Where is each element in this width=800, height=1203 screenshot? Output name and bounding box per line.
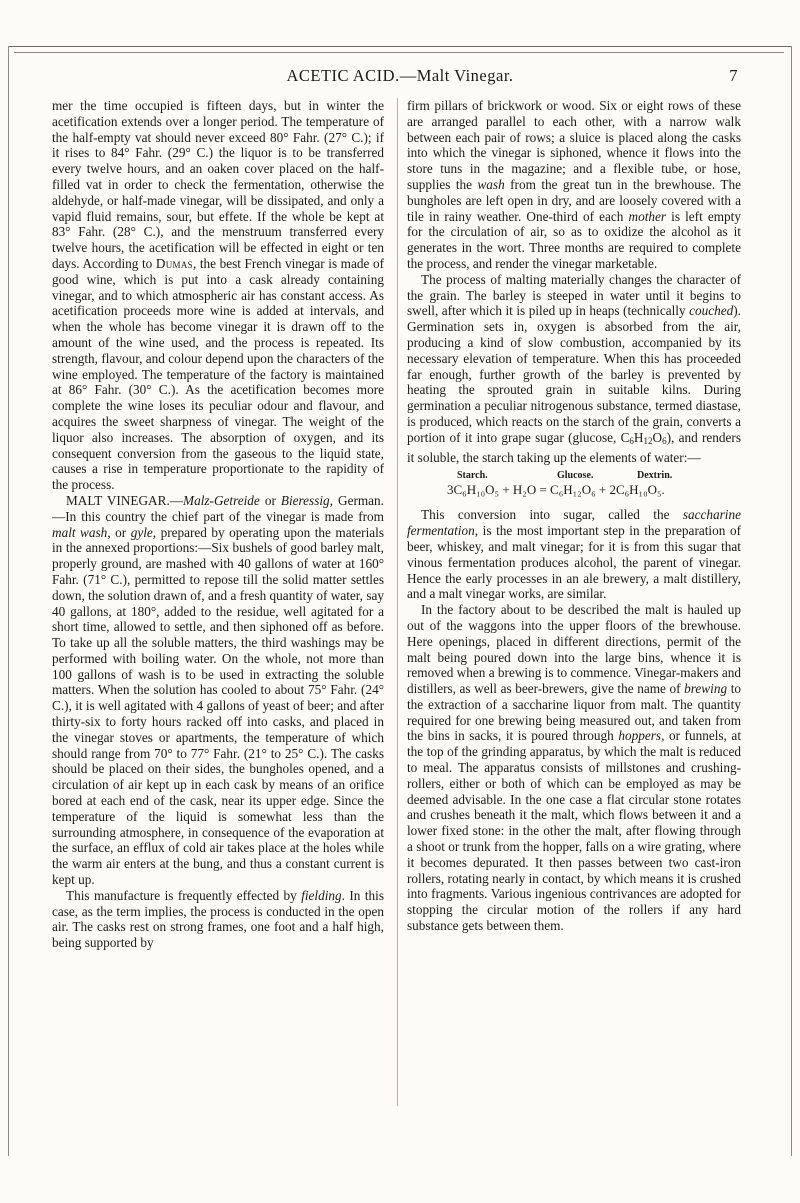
- column-divider: [397, 98, 398, 1106]
- page-border-left: [8, 46, 9, 1156]
- section-heading: MALT VINEGAR.: [66, 492, 170, 508]
- right-column: [407, 98, 741, 934]
- equation-label-glucose: Glucose.: [557, 470, 594, 482]
- running-title: ACETIC ACID.—Malt Vinegar.: [286, 66, 514, 85]
- paragraph: This conversion into sugar, called the saccharine fermentation, is the most important step in the preparation of beer, whiskey, and malt vinegar; for it is from this sugar that vinous fermentation produces alcohol, the parent of vinegar. Hence the early processes in an ale brewery, a malt distillery, and a malt vinegar works, are similar.: [407, 507, 741, 602]
- paragraph: In the factory about to be described the malt is hauled up out of the waggons into the upper floors of the brewhouse. Here openings, placed in different directions, permit of the malt being poured down into the large bins, whence it is removed when a brewing is to commence. Vinegar-makers and distillers, as well as beer-brewers, give the name of brewing to the extraction of a saccharine liquor from malt. The quantity required for one brewing being measured out, and taken from the bins in sacks, it is poured through hoppers, or funnels, at the top of the grinding apparatus, by which the malt is reduced to meal. The apparatus consists of millstones and crushing-rollers, either or both of which can be employed as may be deemed advisable. In the one case a flat circular stone rotates and crushes beneath it the malt, which flows between it and a lower fixed stone: in the other the malt, after flowing through a shoot or trunk from the hopper, falls on a wire grating, where it becomes depurated. It then passes between two cast-iron rollers, rotating nearly in contact, by which means it is crushed into fragments. Various ingenious contrivances are adopted for stopping the circular motion of the rollers if any hard substance gets between them.: [407, 602, 741, 934]
- equation-formula: 3C₆H₁₀O₅ + H₂O = C₆H₁₂O₆ + 2C₆H₁₀O₅.: [447, 482, 665, 498]
- author-name: Dumas: [155, 255, 193, 271]
- page-border-inner: [14, 52, 784, 53]
- chemical-equation: [407, 469, 741, 501]
- equation-label-starch: Starch.: [457, 470, 488, 482]
- paragraph: mer the time occupied is fifteen days, but in winter the acetification extends over a longer period. The temperature of the half-empty vat should never exceed 80° Fahr. (27° C.); if it rises to 84° Fahr. (29° C.) the liquor is to be transferred every twelve hours, and an oaken cover placed on the half-filled vat in order to check the fermentation, otherwise the aldehyde, or half-made vinegar, will be dissipated, and only a vapid fluid remains, sour, but effete. If the whole be kept at 83° Fahr. (28° C.), and the menstruum transferred every twelve hours, the acetification will be effected in eight or ten days. According to Dumas, the best French vinegar is made of good wine, which is put into a cask already containing vinegar, and to which atmospheric air has constant access. As acetification proceeds more wine is added at intervals, and when the whole has become vinegar it is drawn off to the amount of the wine used, and the process is repeated. Its strength, flavour, and colour depend upon the characters of the wine employed. The temperature of the factory is maintained at 86° Fahr. (30° C.). As the acetification becomes more complete the wine loses its peculiar odour and flavour, and acquires the sweet sharpness of vinegar. The weight of the liquor also increases. The absorption of oxygen, and its consequent conversion from the gaseous to the liquid state, causes a rise in temperature proportionate to the rapidity of the process.: [52, 98, 385, 493]
- equation-label-dextrin: Dextrin.: [637, 470, 673, 482]
- paragraph: MALT VINEGAR.—Malz-Getreide or Bieressig, German.—In this country the chief part of the vinegar is made from malt wash, or gyle, prepared by operating upon the materials in the annexed proportions:—Six bushels of good barley malt, properly ground, are mashed with 40 gallons of water at 160° Fahr. (71° C.), permitted to repose till the solid matter settles down, the solution drawn of, and a fresh quantity of water, say 40 gallons, at 180°, added to the residue, well agitated for a short time, allowed to settle, and then siphoned off as before. To take up all the soluble matters, the third washings may be performed with boiling water. On the whole, not more than 100 gallons of wash is to be used in extracting the soluble matters. When the solution has cooled to about 75° Fahr. (24° C.), it is well agitated with 4 gallons of yeast of beer; and after thirty-six to forty hours racked off into casks, and placed in the vinegar stoves or apartments, the temperature of which should range from 70° to 77° Fahr. (21° to 25° C.). The casks should be placed on their sides, the bungholes opened, and a circulation of air kept up in each cask by means of an orifice bored at each end of the cask, near its upper edge. Since the temperature of the liquid is somewhat less than the surrounding atmosphere, in consequence of the evaporation at the surface, an efflux of cold air takes place at the holes while the warm air enters at the bung, and thus a constant current is kept up.: [52, 492, 384, 888]
- page-border-top: [8, 46, 792, 47]
- paragraph: The process of malting materially changes the character of the grain. The barley is steeped in water until it begins to swell, after which it is piled up in heaps (technically couched). Germination sets in, oxygen is absorbed from the air, producing a kind of slow combustion, accompanied by its necessary elevation of temperature. When this has proceeded far enough, further growth of the barley is prevented by heating the sprouted grain in suitable kilns. During germination a peculiar nitrogenous substance, termed diastase, is produced, which reacts on the starch of the grain, converts a portion of it into grape sugar (glucose, $C_6H_{12}O_6$), and renders it soluble, the starch taking up the elements of water:—: [407, 271, 741, 465]
- left-column: [52, 98, 384, 951]
- running-header: [0, 66, 800, 90]
- paragraph: firm pillars of brickwork or wood. Six or eight rows of these are arranged parallel to each other, with a narrow walk between each pair of rows; a sluice is placed along the casks into which the vinegar is siphoned, whence it flows into the store tuns in the magazine; and a flexible tube, or hose, supplies the wash from the great tun in the brewhouse. The bungholes are left open in dry, and are loosely covered with a tile in rainy weather. One-third of each mother is left empty for the circulation of air, so as to oxidize the alcohol as it generates in the wort. Three months are required to complete the process, and render the vinegar marketable.: [407, 98, 742, 271]
- page-number: 7: [729, 66, 738, 85]
- page-border-right: [791, 46, 792, 1156]
- paragraph: This manufacture is frequently effected by fielding. In this case, as the term implies, the process is conducted in the open air. The casks rest on strong frames, one foot and a half high, being supported by: [52, 887, 384, 951]
